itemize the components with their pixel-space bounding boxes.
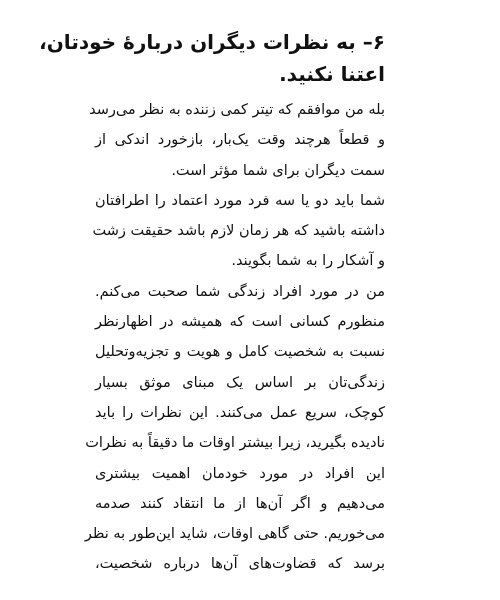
text-line: داشته باشید که هر زمان لازم باشد حقیقت زشت bbox=[92, 223, 385, 240]
text-line: من در مورد افراد زندگی شما صحبت می‌کنم. bbox=[95, 283, 385, 300]
section-heading bbox=[39, 26, 385, 90]
text-line: می‌خوریم. حتی گاهی اوقات، شاید این‌طور به نظر bbox=[84, 526, 385, 543]
text-line: و قطعاً هرچند وقت یک‌بار، بازخورد اندکی از bbox=[95, 132, 385, 149]
section-heading-line: اعتنا نکنید. bbox=[279, 62, 385, 86]
text-line: می‌دهیم و اگر آن‌ها از ما انتقاد کنند صدمه bbox=[95, 495, 385, 512]
text-line: این افراد در مورد خودمان اهمیت بیشتری bbox=[95, 465, 385, 482]
section-heading-line: ۶– به نظرات دیگران دربارۀ خودتان، bbox=[39, 30, 385, 54]
text-line: نادیده بگیرید، زیرا بیشتر اوقات ما دقیقاً به نظرات bbox=[85, 435, 385, 452]
text-line: شما باید دو یا سه فرد مورد اعتماد را اطرافتان bbox=[95, 192, 385, 209]
text-line: نسبت به شخصیت کامل و هویت و تجزیه‌وتحلیل bbox=[95, 344, 385, 361]
text-line: برسد که قضاوت‌های آن‌ها درباره شخصیت، bbox=[95, 556, 385, 573]
text-line: کوچک، سریع عمل می‌کنند. این نظرات را باید bbox=[95, 404, 385, 421]
text-line: منظورم کسانی است که همیشه در اظهارنظر bbox=[95, 314, 385, 331]
text-line: سمت دیگران برای شما مؤثر است. bbox=[171, 162, 385, 179]
text-line: و آشکار را به شما بگویند. bbox=[231, 253, 385, 270]
body-paragraphs bbox=[84, 95, 385, 580]
text-line: بله من موافقم که تیتر کمی زننده به نظر می‌رسد bbox=[89, 102, 385, 118]
text-line: زندگی‌تان بر اساس یک مبنای موثق بسیار bbox=[95, 374, 385, 391]
